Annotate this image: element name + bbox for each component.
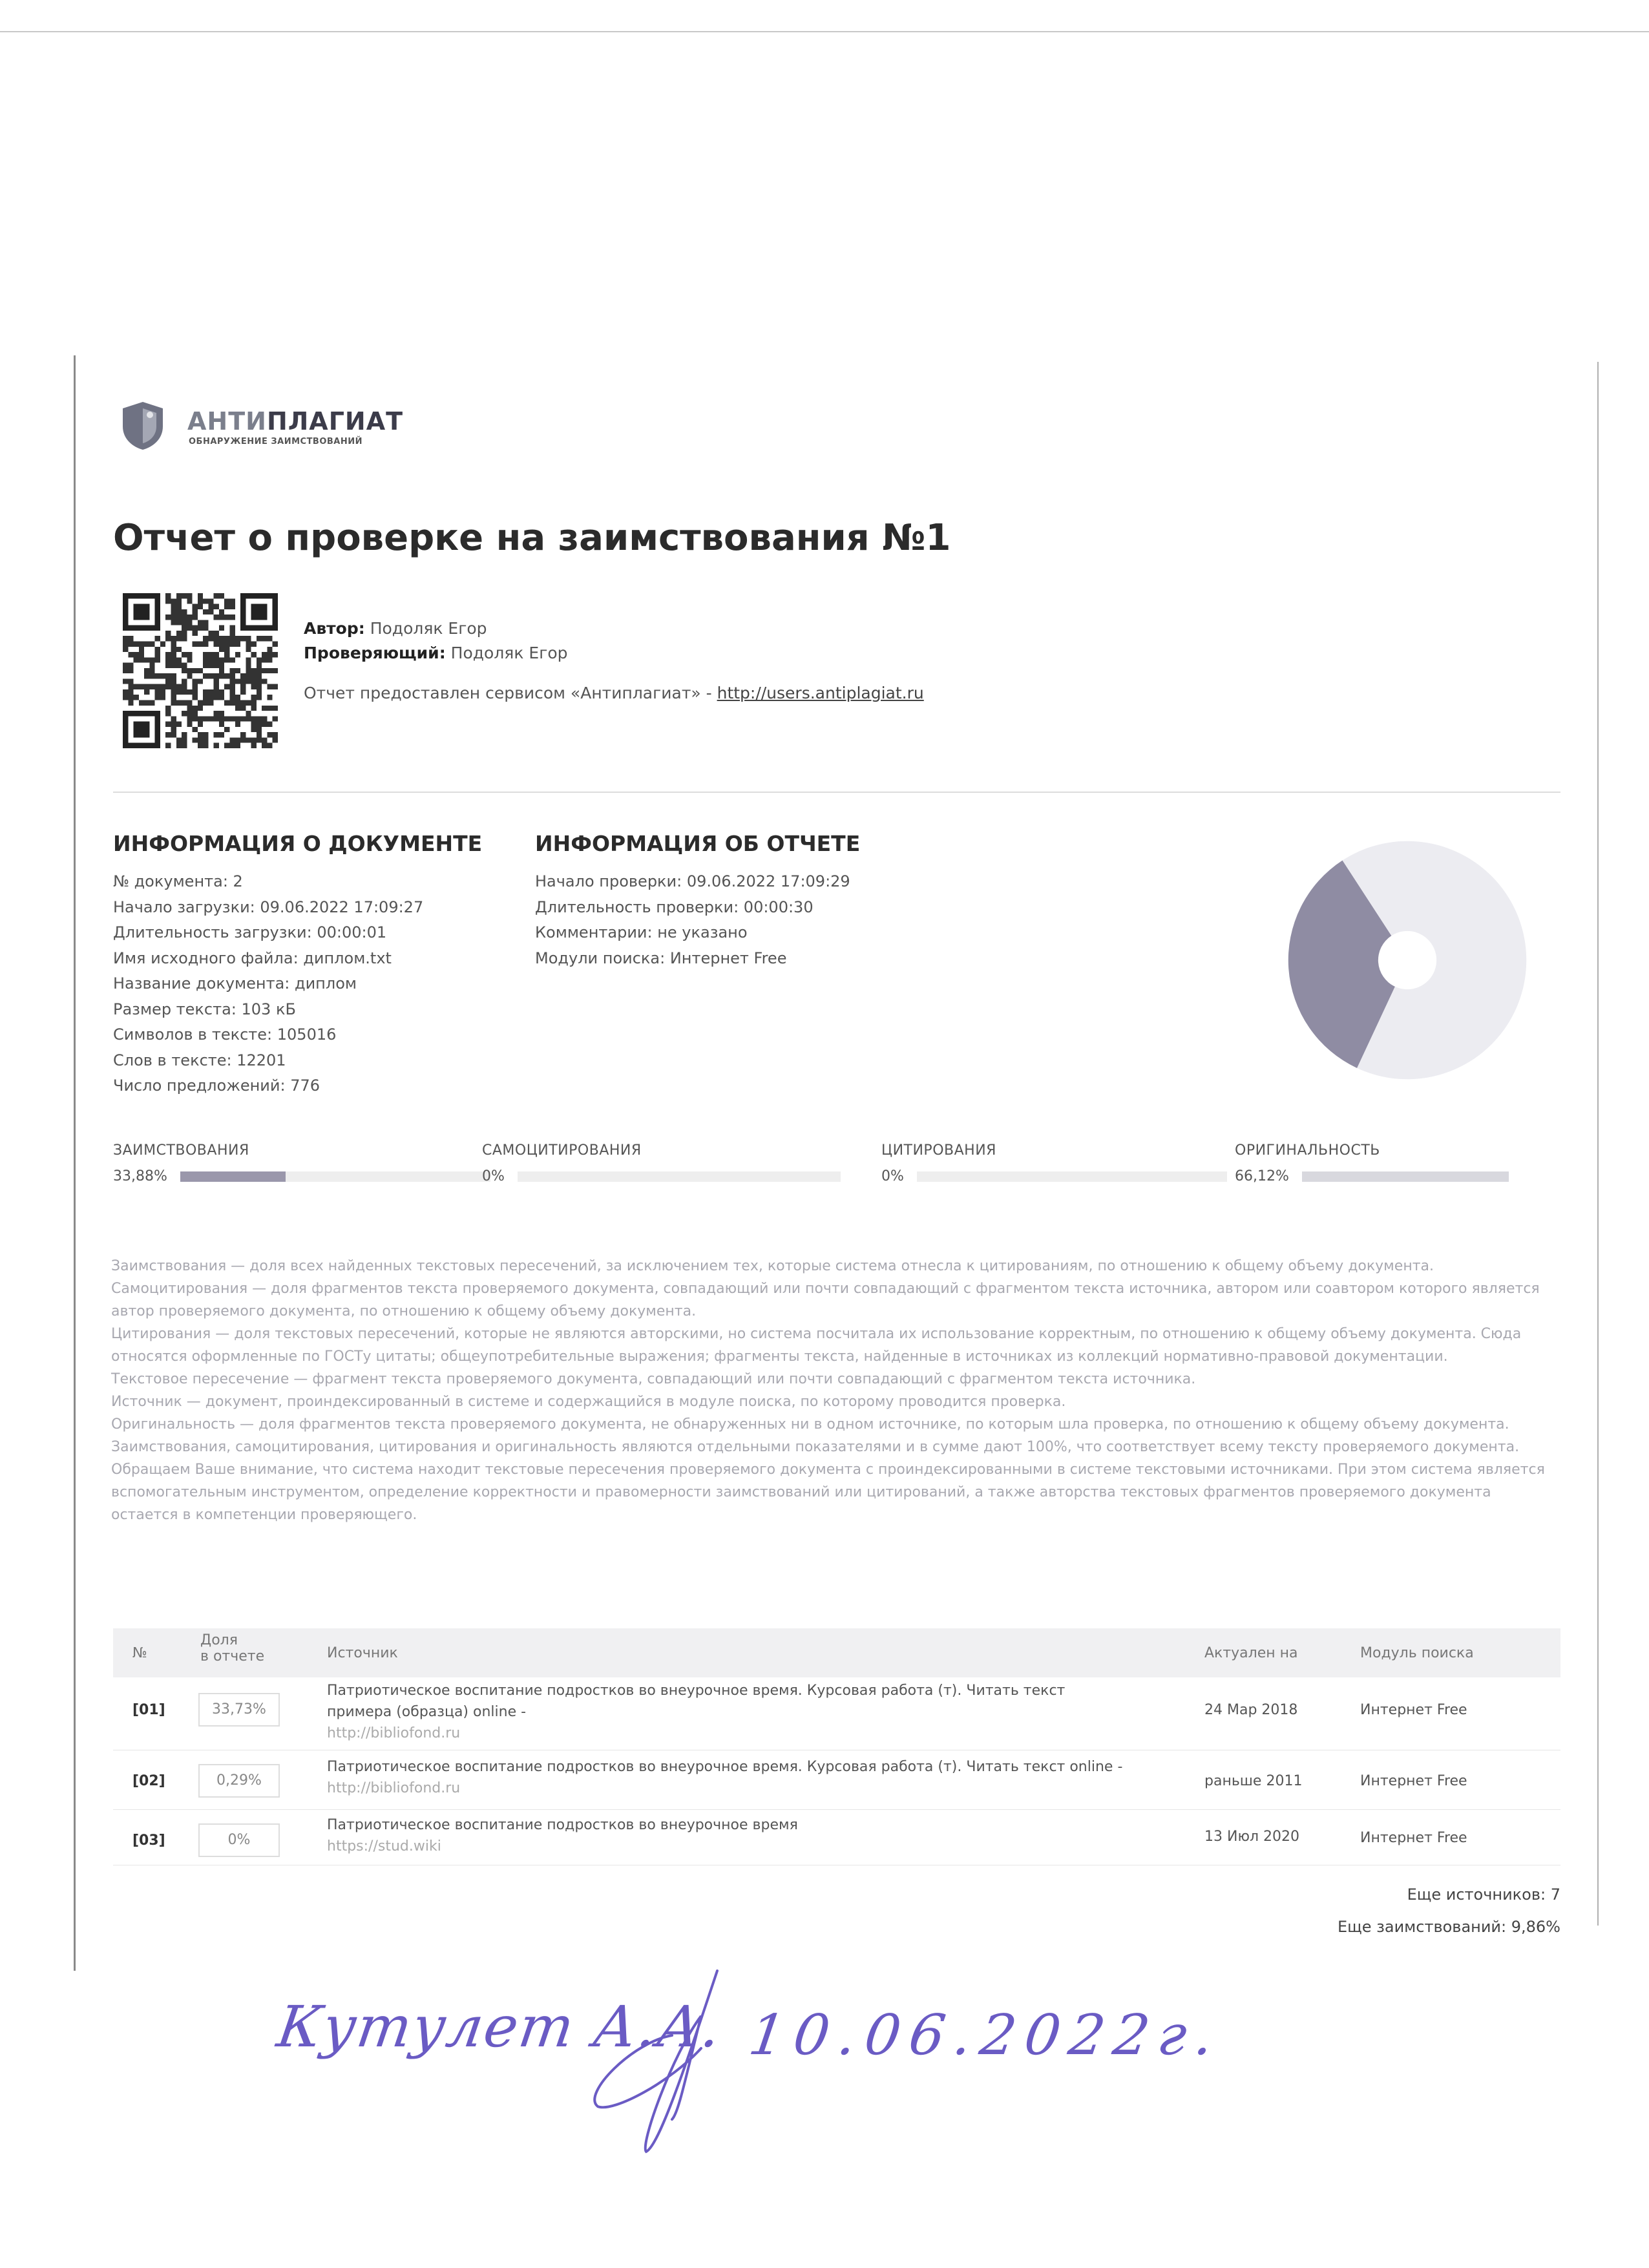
metric-bar xyxy=(518,1171,841,1182)
author-value: Подоляк Егор xyxy=(370,619,487,638)
definitions-block xyxy=(111,1255,1552,1526)
doc-info-heading: ИНФОРМАЦИЯ О ДОКУМЕНТЕ xyxy=(113,831,483,856)
doc-info-item: Название документа: диплом xyxy=(113,974,357,992)
source-title: Патриотическое воспитание подростков во внеурочное время. Курсовая работа (т). Читать текст примера (образца) online - xyxy=(327,1683,1066,1720)
handwritten-name: Кутулет А.А. xyxy=(273,1993,726,2060)
definition: Оригинальность — доля фрагментов текста проверяемого документа, не обнаруженных ни в одном источнике, по которым шла проверка, по отношению к общему объему документа. xyxy=(111,1416,1509,1433)
row-date: 13 Июл 2020 xyxy=(1204,1829,1300,1845)
metric-citations xyxy=(881,1168,1227,1184)
col-date: Актуален на xyxy=(1204,1645,1298,1661)
col-num: № xyxy=(132,1645,147,1661)
doc-info-item: Символов в тексте: 105016 xyxy=(113,1025,337,1044)
col-share-line2: в отчете xyxy=(200,1648,265,1664)
definition: Самоцитирования — доля фрагментов текста проверяемого документа, совпадающий или почти совпадающий с фрагментом текста источника, автором или соавтором которого является автор проверяемого документа, по отношению к общему объему документа. xyxy=(111,1281,1540,1319)
definition: Цитирования — доля текстовых пересечений, которые не являются авторскими, но система посчитала их использование корректным, по отношению к общему объему документа. Сюда относятся оформленные по ГОСТу цитаты; общеупотребительные выражения; фрагменты текста, найденные в источниках из коллекций нормативно-правовой документации. xyxy=(111,1326,1522,1365)
source-url[interactable]: http://bibliofond.ru xyxy=(327,1780,461,1796)
author-label: Автор: xyxy=(304,619,365,638)
report-info-heading: ИНФОРМАЦИЯ ОБ ОТЧЕТЕ xyxy=(535,831,861,856)
definition: Источник — документ, проиндексированный в системе и содержащийся в модуле поиска, по которому проводится проверка. xyxy=(111,1394,1066,1410)
more-borrowings: Еще заимствований: 9,86% xyxy=(1337,1918,1560,1936)
report-info-item: Начало проверки: 09.06.2022 17:09:29 xyxy=(535,872,850,890)
row-source xyxy=(327,1756,1193,1799)
shield-logo-icon xyxy=(120,401,165,451)
report-info-list xyxy=(535,869,850,971)
logo-part-2: ПЛАГИАТ xyxy=(266,407,404,436)
top-scan-line xyxy=(0,31,1649,32)
source-title: Патриотическое воспитание подростков во внеурочное время. Курсовая работа (т). Читать текст online - xyxy=(327,1759,1123,1775)
metric-self-citations xyxy=(482,1168,841,1184)
report-info-item: Комментарии: не указано xyxy=(535,923,748,941)
logo-subtitle: ОБНАРУЖЕНИЕ ЗАИМСТВОВАНИЙ xyxy=(189,437,363,446)
page-frame-left xyxy=(74,355,76,1971)
row-source xyxy=(327,1814,1296,1857)
metric-bar-fill xyxy=(180,1171,286,1182)
row-share: 0,29% xyxy=(198,1764,280,1798)
col-share-line1: Доля xyxy=(200,1632,238,1648)
report-info-item: Модули поиска: Интернет Free xyxy=(535,949,787,967)
checker-line xyxy=(304,644,568,662)
col-source: Источник xyxy=(327,1645,398,1661)
metric-label-citations: ЦИТИРОВАНИЯ xyxy=(881,1142,996,1159)
definition: Заимствования, самоцитирования, цитирования и оригинальность являются отдельными показателями и в сумме дают 100%, что соответствует всему тексту проверяемого документа. xyxy=(111,1439,1520,1455)
table-row xyxy=(113,1756,1560,1805)
doc-info-item: Число предложений: 776 xyxy=(113,1076,320,1095)
metric-label-borrowings: ЗАИМСТВОВАНИЯ xyxy=(113,1142,249,1159)
row-share: 0% xyxy=(198,1823,280,1857)
source-url[interactable]: http://bibliofond.ru xyxy=(327,1725,461,1741)
author-line xyxy=(304,619,487,638)
doc-info-item: Размер текста: 103 кБ xyxy=(113,1000,296,1018)
sources-table-header xyxy=(113,1628,1560,1677)
doc-info-item: Имя исходного файла: диплом.txt xyxy=(113,949,392,967)
definition: Заимствования — доля всех найденных текстовых пересечений, за исключением тех, которые система отнесла к цитированиям, по отношению к общему объему документа. xyxy=(111,1258,1434,1274)
section-divider xyxy=(113,792,1560,793)
row-num: [01] xyxy=(132,1702,165,1718)
report-info-item: Длительность проверки: 00:00:30 xyxy=(535,898,814,916)
metric-value: 33,88% xyxy=(113,1168,167,1184)
row-num: [03] xyxy=(132,1832,165,1849)
doc-info-list xyxy=(113,869,423,1099)
metric-bar-fill xyxy=(1302,1171,1509,1182)
row-divider xyxy=(113,1809,1560,1810)
metric-value: 0% xyxy=(881,1168,904,1184)
doc-info-item: № документа: 2 xyxy=(113,872,243,890)
metric-bar xyxy=(917,1171,1227,1182)
source-url[interactable]: https://stud.wiki xyxy=(327,1838,441,1854)
doc-info-item: Слов в тексте: 12201 xyxy=(113,1051,286,1069)
row-source xyxy=(327,1680,1128,1744)
more-sources: Еще источников: 7 xyxy=(1407,1885,1560,1904)
metric-originality xyxy=(1235,1168,1509,1184)
originality-donut-chart xyxy=(1286,839,1529,1082)
source-title: Патриотическое воспитание подростков во внеурочное время xyxy=(327,1817,798,1833)
table-row xyxy=(113,1814,1560,1864)
provided-by-line xyxy=(304,684,924,702)
row-num: [02] xyxy=(132,1773,165,1789)
metric-bar xyxy=(1302,1171,1509,1182)
checker-label: Проверяющий: xyxy=(304,644,446,662)
page-title: Отчет о проверке на заимствования №1 xyxy=(113,517,951,559)
definition: Обращаем Ваше внимание, что система находит текстовые пересечения проверяемого документа с проиндексированными в системе текстовыми источниками. При этом система является вспомогательным инструментом, определение корректности и правомерности заимствований или цитирований, а также авторства текстовых фрагментов проверяемого документа остается в компетенции проверяющего. xyxy=(111,1462,1545,1523)
doc-info-item: Длительность загрузки: 00:00:01 xyxy=(113,923,387,941)
metric-bar xyxy=(180,1171,490,1182)
logo-part-1: АНТИ xyxy=(187,407,267,436)
row-module: Интернет Free xyxy=(1360,1702,1467,1718)
provided-by-text: Отчет предоставлен сервисом «Антиплагиат» - xyxy=(304,684,717,702)
metric-value: 0% xyxy=(482,1168,505,1184)
metric-borrowings xyxy=(113,1168,490,1184)
metric-label-originality: ОРИГИНАЛЬНОСТЬ xyxy=(1235,1142,1380,1159)
checker-value: Подоляк Егор xyxy=(450,644,568,662)
page-frame-right xyxy=(1597,362,1599,1926)
row-date: 24 Мар 2018 xyxy=(1204,1702,1298,1718)
doc-info-item: Начало загрузки: 09.06.2022 17:09:27 xyxy=(113,898,424,916)
col-module: Модуль поиска xyxy=(1360,1645,1474,1661)
col-share xyxy=(200,1632,264,1664)
antiplagiat-link[interactable]: http://users.antiplagiat.ru xyxy=(717,684,924,702)
metric-label-self-citations: САМОЦИТИРОВАНИЯ xyxy=(482,1142,642,1159)
row-module: Интернет Free xyxy=(1360,1773,1467,1789)
table-row xyxy=(113,1680,1560,1745)
row-share: 33,73% xyxy=(198,1693,280,1727)
metric-value: 66,12% xyxy=(1235,1168,1289,1184)
qr-code xyxy=(123,593,278,748)
logo-wordmark xyxy=(187,407,403,436)
definition: Текстовое пересечение — фрагмент текста проверяемого документа, совпадающий или почти совпадающий с фрагментом текста источника. xyxy=(111,1371,1196,1387)
row-module: Интернет Free xyxy=(1360,1830,1467,1846)
handwritten-date: 10.06.2022г. xyxy=(744,2003,1227,2068)
row-date: раньше 2011 xyxy=(1204,1773,1303,1789)
